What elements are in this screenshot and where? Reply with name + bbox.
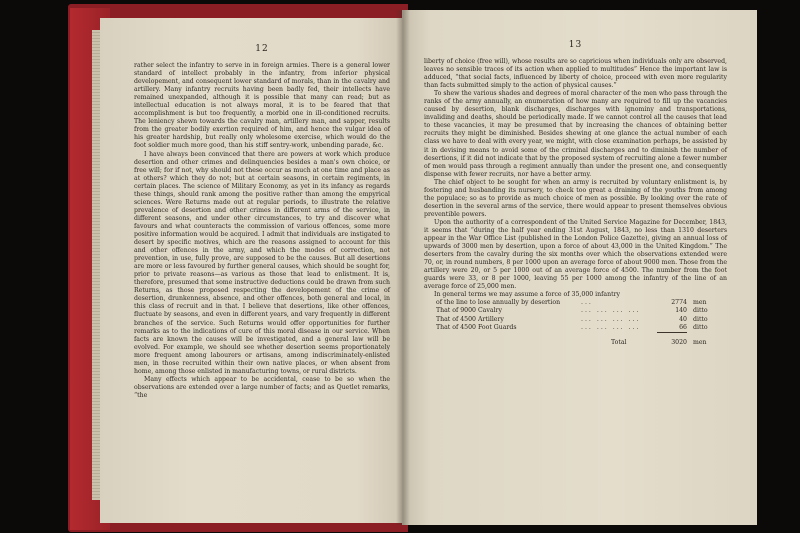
right-page [402,10,757,525]
table-row [424,299,727,307]
paragraph: rather select the infantry to serve in in foreign armies. There is a general lower standard of intellect probably in the infantry, from inferior physical developement, and consequent lower standard of morals, than in the cavalry and artillery. Many infantry recruits having been badly fed, their intellects have remained unexpanded, although it is possible that many can read; but as intellectual education is not always moral, it is to be feared that that accomplishment is but too frequently, a morbid one in ill-conditioned recruits. The leniency shewn towards the cavalry man, artillery man, and sapper, results from the greater bodily exertion required of him, and hence the vulgar idea of his greater hardship, but really only wholesome exercise, which would do the foot soldier much more good, than his stiff sentry-work, unbending parade, &c. [134,62,390,150]
row-label: That of 4500 Foot Guards [436,323,517,331]
table-row [424,316,727,324]
paragraph: Upon the authority of a correspondent of the United Service Magazine for December, 1843, it seems that “during the half year ending 31st August, 1843, no less than 1310 deserters appear in the War Office List (published in the London Police Gazette), giving an annual loss of upwards of 3000 men by desertion, upon a force of about 43,000 in the United Kingdom.” The deserters from the cavalry during the six months over which the observations extended were 70, or, in round numbers, 8 per 1000 upon an average force of about 9000 men. Those from the artillery were 20, or 5 per 1000 out of an average force of 4500. The number from the foot guards were 33, or 8 per 1000, leaving 55 per 1000 among the infantry of the line of an average force of 25,000 men. [424,218,727,291]
leader-dots: ... ... ... ... [581,307,641,315]
row-unit: ditto [693,315,708,323]
left-page [100,18,402,523]
leader-dots: ... [581,299,593,307]
total-unit: men [693,338,707,346]
row-unit: men [693,299,707,307]
paragraph: In general terms we may assume a force of 35,000 infantry [434,291,621,299]
row-unit: ditto [693,323,708,331]
row-unit: ditto [693,307,708,315]
desertion-table [424,299,727,346]
right-page-text [424,58,727,299]
left-page-text [134,62,390,400]
row-value: 2774 [671,299,687,307]
paragraph: The chief object to be sought for when an army is recruited by voluntary enlistment is, by fostering and husbanding its nursery, to check too great a draining of the youths from among the populace; so as to provide as much choice of men as possible. By looking over the rate of desertion in the several arms of the service, there would appear to present themselves obvious preventible powers. [424,178,727,218]
total-row [424,339,727,347]
row-value: 40 [679,315,687,323]
table-row [424,324,727,332]
table-row [424,307,727,315]
row-value: 66 [679,323,687,331]
total-rule [657,332,687,333]
book-gutter [396,10,410,525]
paragraph: Many effects which appear to be accidental, cease to be so when the observations are extended over a large number of facts; and as Quetlet remarks, “the [134,375,390,399]
row-value: 140 [675,307,687,315]
page-number-right: 13 [568,40,583,50]
paragraph: To shew the various shades and degrees of moral character of the men who pass through the ranks of the army annually, an enumeration of how many are required to fill up the vacancies caused by desertion, blank discharges, discharges with ignominy and transportations, invaliding and deaths, should be periodically made. If we cannot control all the causes that lead to these vacancies, it may be presumed that by increasing the chances of obtaining better recruits they might be diminished. Besides shewing at one glance the actual number of each class we have to deal with every year, we might, with close examination perhaps, be assisted by it in devising means to avoid some of the criminal discharges and to diminish the number of desertions, if it did not indicate that by the proposed system of recruiting alone a fewer number of men would pass through a regiment annually than under the present one, and consequently dispense with fewer recruits, nor have a better army. [424,90,727,178]
leader-dots: ... ... ... ... [581,315,641,323]
page-number-left: 12 [255,44,269,54]
total-value: 3020 [671,338,687,346]
row-label: That of 4500 Artillery [436,315,504,323]
paragraph: I have always been convinced that there are powers at work which produce desertion and other crimes and delinquencies besides a man's own choice, or free will; for if not, why should not these occur as much at one time and place as at others? which they do not; but at certain seasons, in certain regiments, in certain places. The science of Military Economy, as yet in its infancy as regards these things, should rank among the positive rather than among the empyrical sciences. Were Returns made out at regular periods, to illustrate the relative prevalence of desertion and other crimes in different arms of the service, in different seasons, and under other circumstances, to try and discover what favours and what counteracts the commission of various offences, some more positive information would be acquired. I admit that individuals are instigated to desert by specific motives, which are the reasons assigned to account for this and other offences in the army, and which the modes of correction, not prevention, in use, fully prove, are supposed to be the causes. But all desertions are more or less favoured by further general causes, which should be sought for, prior to private reasons—as various as those that lead to enlistment. It is, therefore, presumed that some instructive deductions could be drawn from such Returns, as those proposed respecting the developement of the crime of desertion, drunkenness, absence, and other offences, both general and local, in this class of recruit and in that. I believe that desertions, like other offences, fluctuate by seasons, and even in different years, and vary frequently in different branches of the service. Such Returns would offer opportunities for further remarks as to the indications of cure of this moral disease in our service. When facts are known the causes will be investigated, and a general law will be evolved. For example, we should see whether desertion seems proportionately more frequent among labourers or artisans, among indiscriminately-enlisted men, in those recruited within their own native places, or when absent from home, among those enlisted in manufacturing towns, or rural districts. [134,150,390,375]
total-label: Total [611,338,627,346]
leader-dots: ... ... ... ... [581,323,641,331]
row-label: That of 9000 Cavalry [436,307,502,315]
paragraph: liberty of choice (free will), whose results are so capricious when individuals only are observed, leaves no sensible traces of its action when applied to multitudes” Hence the important law is adduced, “that social facts, influenced by liberty of choice, proceed with even more regularity than facts submitted simply to the action of physical causes.” [424,58,727,90]
row-label: of the line to lose annually by desertion [436,299,561,307]
